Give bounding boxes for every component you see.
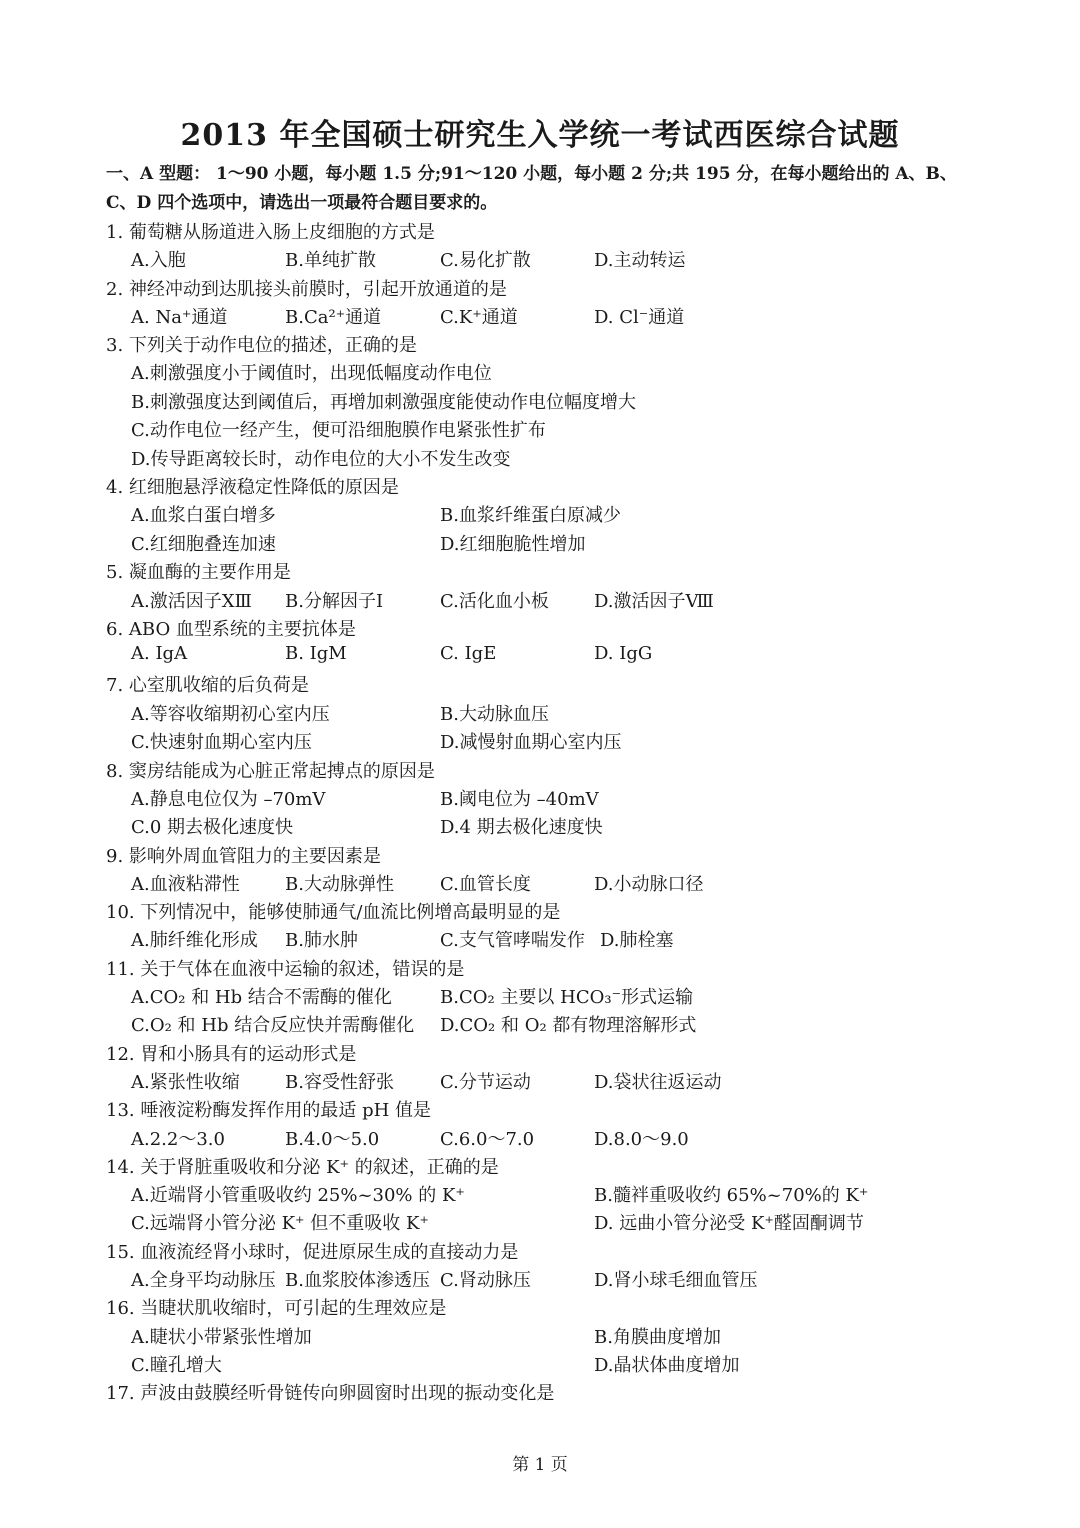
question-option: B.大动脉弹性 — [285, 874, 394, 895]
page-number: 第 1 页 — [512, 1455, 568, 1475]
question-option: A.血液粘滞性 — [131, 874, 240, 895]
question-option: B.Ca²⁺通道 — [285, 307, 382, 328]
question-option: D.减慢射血期心室内压 — [440, 732, 622, 753]
question-stem: 5. 凝血酶的主要作用是 — [106, 562, 291, 583]
question-option: C.分节运动 — [440, 1072, 531, 1093]
question-option: A.睫状小带紧张性增加 — [131, 1327, 312, 1348]
question-option: C.易化扩散 — [440, 250, 531, 271]
question-option: C.血管长度 — [440, 874, 531, 895]
question-option: D. IgG — [594, 643, 653, 664]
question-option: D. 远曲小管分泌受 K⁺醛固酮调节 — [594, 1213, 864, 1234]
question-stem: 2. 神经冲动到达肌接头前膜时，引起开放通道的是 — [106, 279, 507, 300]
question-option: B.单纯扩散 — [285, 250, 376, 271]
question-option: A.激活因子ⅩⅢ — [131, 591, 252, 612]
question-option: C.活化血小板 — [440, 591, 549, 612]
question-stem: 1. 葡萄糖从肠道进入肠上皮细胞的方式是 — [106, 222, 435, 243]
question-option: C.远端肾小管分泌 K⁺ 但不重吸收 K⁺ — [131, 1213, 429, 1234]
question-stem: 9. 影响外周血管阻力的主要因素是 — [106, 846, 381, 867]
question-stem: 11. 关于气体在血液中运输的叙述，错误的是 — [106, 959, 465, 980]
question-stem: 7. 心室肌收缩的后负荷是 — [106, 675, 309, 696]
question-option: B.角膜曲度增加 — [594, 1327, 721, 1348]
question-option: C.动作电位一经产生，便可沿细胞膜作电紧张性扩布 — [131, 420, 546, 441]
question-option: D.主动转运 — [594, 250, 686, 271]
question-option: A.刺激强度小于阈值时，出现低幅度动作电位 — [131, 363, 492, 384]
question-option: B.分解因子Ⅰ — [285, 591, 384, 612]
question-option: A.近端肾小管重吸收约 25%~30% 的 K⁺ — [131, 1185, 465, 1206]
question-option: A.2.2～3.0 — [131, 1129, 225, 1150]
question-option: B.刺激强度达到阈值后，再增加刺激强度能使动作电位幅度增大 — [131, 392, 636, 413]
question-option: C.瞳孔增大 — [131, 1355, 222, 1376]
question-option: C.红细胞叠连加速 — [131, 534, 276, 555]
question-option: B.CO₂ 主要以 HCO₃⁻形式运输 — [440, 987, 694, 1008]
question-option: B.血浆纤维蛋白原减少 — [440, 505, 621, 526]
question-option: B.肺水肿 — [285, 930, 358, 951]
question-stem: 10. 下列情况中，能够使肺通气/血流比例增高最明显的是 — [106, 902, 561, 923]
question-option: C.O₂ 和 Hb 结合反应快并需酶催化 — [131, 1015, 415, 1036]
section-line-1: 一、A 型题： 1～90 小题，每小题 1.5 分;91～120 小题，每小题 2 分;共 195 分，在每小题给出的 A、B、 — [106, 164, 957, 184]
question-option: D.4 期去极化速度快 — [440, 817, 603, 838]
question-option: C.6.0～7.0 — [440, 1129, 535, 1150]
question-option: D.肾小球毛细血管压 — [594, 1270, 758, 1291]
question-option: B.容受性舒张 — [285, 1072, 394, 1093]
question-option: A.入胞 — [131, 250, 186, 271]
section-instructions — [106, 160, 1006, 218]
question-option: C. IgE — [440, 643, 497, 664]
question-option: A.CO₂ 和 Hb 结合不需酶的催化 — [131, 987, 392, 1008]
question-option: A.静息电位仅为 –70mV — [131, 789, 326, 810]
question-option: A.全身平均动脉压 — [131, 1270, 276, 1291]
question-option: D.8.0～9.0 — [594, 1129, 689, 1150]
question-option: B.髓袢重吸收约 65%~70%的 K⁺ — [594, 1185, 869, 1206]
question-option: B. IgM — [285, 643, 347, 664]
question-option: D.传导距离较长时，动作电位的大小不发生改变 — [131, 449, 511, 470]
page-title: 2013 年全国硕士研究生入学统一考试西医综合试题 — [180, 118, 900, 153]
question-option: B.血浆胶体渗透压 — [285, 1270, 430, 1291]
question-stem: 14. 关于肾脏重吸收和分泌 K⁺ 的叙述，正确的是 — [106, 1157, 499, 1178]
question-option: C.支气管哮喘发作 — [440, 930, 585, 951]
question-option: B.大动脉血压 — [440, 704, 549, 725]
question-stem: 12. 胃和小肠具有的运动形式是 — [106, 1044, 357, 1065]
question-option: A. IgA — [131, 643, 188, 664]
section-line-2: C、D 四个选项中，请选出一项最符合题目要求的。 — [106, 193, 498, 213]
question-stem: 3. 下列关于动作电位的描述，正确的是 — [106, 335, 417, 356]
question-stem: 17. 声波由鼓膜经听骨链传向卵圆窗时出现的振动变化是 — [106, 1383, 555, 1404]
question-option: A.血浆白蛋白增多 — [131, 505, 276, 526]
question-option: D.小动脉口径 — [594, 874, 704, 895]
question-option: A. Na⁺通道 — [131, 307, 228, 328]
question-option: A.肺纤维化形成 — [131, 930, 258, 951]
question-stem: 8. 窦房结能成为心脏正常起搏点的原因是 — [106, 761, 435, 782]
question-option: D.晶状体曲度增加 — [594, 1355, 740, 1376]
question-stem: 15. 血液流经肾小球时，促进原尿生成的直接动力是 — [106, 1242, 519, 1263]
question-option: D.红细胞脆性增加 — [440, 534, 586, 555]
question-option: C.快速射血期心室内压 — [131, 732, 312, 753]
question-option: D.CO₂ 和 O₂ 都有物理溶解形式 — [440, 1015, 697, 1036]
question-stem: 4. 红细胞悬浮液稳定性降低的原因是 — [106, 477, 399, 498]
question-option: C.肾动脉压 — [440, 1270, 531, 1291]
question-option: A.紧张性收缩 — [131, 1072, 240, 1093]
question-stem: 16. 当睫状肌收缩时，可引起的生理效应是 — [106, 1298, 447, 1319]
question-option: B.阈电位为 –40mV — [440, 789, 599, 810]
question-option: C.K⁺通道 — [440, 307, 518, 328]
question-option: B.4.0～5.0 — [285, 1129, 380, 1150]
question-stem: 13. 唾液淀粉酶发挥作用的最适 pH 值是 — [106, 1100, 432, 1121]
question-option: D.肺栓塞 — [600, 930, 674, 951]
question-stem: 6. ABO 血型系统的主要抗体是 — [106, 619, 356, 640]
question-option: D. Cl⁻通道 — [594, 307, 685, 328]
question-option: A.等容收缩期初心室内压 — [131, 704, 330, 725]
question-option: D.袋状往返运动 — [594, 1072, 722, 1093]
question-option: D.激活因子Ⅷ — [594, 591, 714, 612]
question-option: C.0 期去极化速度快 — [131, 817, 294, 838]
